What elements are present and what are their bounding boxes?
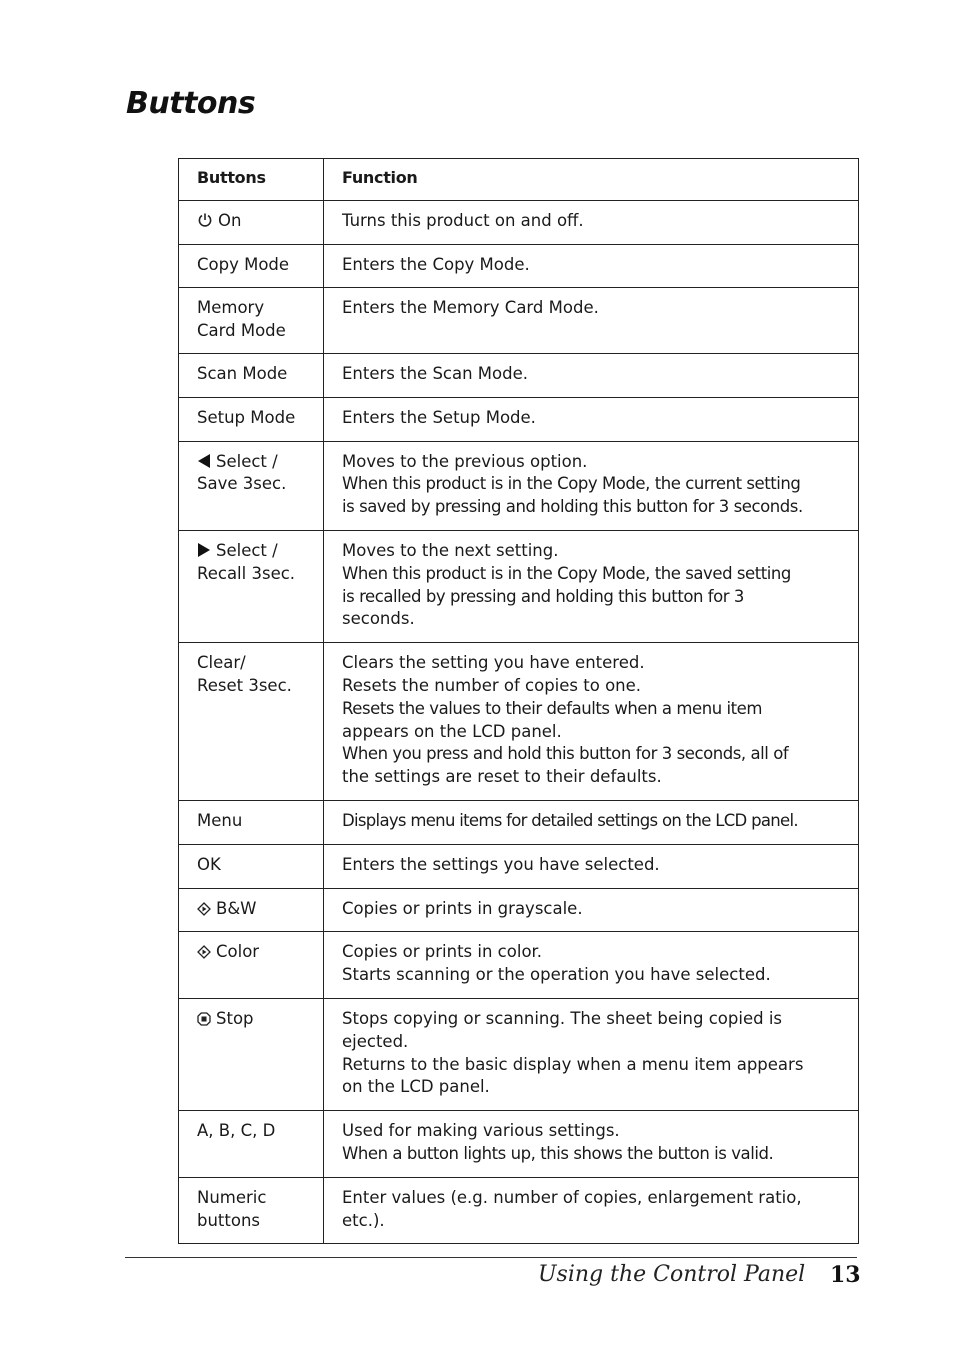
button-name: OK	[197, 854, 221, 874]
function-text: is saved by pressing and holding this button for 3 seconds.	[342, 497, 803, 517]
button-cell	[179, 844, 324, 888]
function-text: on the LCD panel.	[342, 1077, 490, 1097]
column-header-function: Function	[324, 159, 859, 201]
function-cell	[324, 1111, 859, 1178]
button-name: Select /	[216, 540, 278, 560]
function-text: Turns this product on and off.	[342, 210, 584, 230]
button-cell	[179, 353, 324, 397]
button-cell	[179, 800, 324, 844]
table-row	[179, 888, 859, 932]
button-name: Menu	[197, 810, 243, 830]
function-text: Resets the number of copies to one.	[342, 675, 642, 695]
table-row	[179, 932, 859, 999]
function-cell	[324, 244, 859, 288]
start-diamond-icon	[197, 902, 211, 916]
function-text: Displays menu items for detailed settings on the LCD panel.	[342, 810, 798, 830]
function-cell	[324, 844, 859, 888]
right-triangle-icon	[197, 542, 211, 558]
button-cell	[179, 888, 324, 932]
start-diamond-icon	[197, 945, 211, 959]
table-row	[179, 244, 859, 288]
table-row	[179, 200, 859, 244]
function-text: etc.).	[342, 1210, 385, 1230]
function-text: Clears the setting you have entered.	[342, 653, 645, 673]
button-name: Recall 3sec.	[197, 563, 296, 583]
button-name: Save 3sec.	[197, 474, 287, 494]
button-cell	[179, 1111, 324, 1178]
function-cell	[324, 288, 859, 354]
button-cell	[179, 244, 324, 288]
table-row	[179, 397, 859, 441]
function-text: Enters the Copy Mode.	[342, 254, 530, 274]
page-title: Buttons	[126, 86, 256, 121]
function-text: Enters the Setup Mode.	[342, 407, 536, 427]
page-number: 13	[830, 1262, 861, 1288]
table-header-row	[179, 159, 859, 201]
button-name: Reset 3sec.	[197, 675, 292, 695]
buttons-table	[178, 158, 859, 1244]
button-name: Color	[216, 942, 260, 962]
function-text: Copies or prints in grayscale.	[342, 898, 583, 918]
function-cell	[324, 932, 859, 999]
table-row	[179, 844, 859, 888]
button-cell	[179, 643, 324, 801]
left-triangle-icon	[197, 453, 211, 469]
button-cell	[179, 530, 324, 642]
function-text: seconds.	[342, 609, 415, 629]
function-text: Enter values (e.g. number of copies, enlargement ratio,	[342, 1187, 802, 1207]
function-cell	[324, 998, 859, 1110]
table-row	[179, 288, 859, 354]
function-text: ejected.	[342, 1031, 409, 1051]
button-name: Copy Mode	[197, 254, 290, 274]
function-text: Used for making various settings.	[342, 1121, 620, 1141]
button-name: Setup Mode	[197, 407, 296, 427]
function-cell	[324, 800, 859, 844]
table-row	[179, 353, 859, 397]
button-name: Clear/	[197, 653, 246, 673]
button-cell	[179, 1177, 324, 1244]
function-cell	[324, 530, 859, 642]
footer-divider	[125, 1257, 857, 1258]
function-text: When this product is in the Copy Mode, the saved setting	[342, 563, 791, 583]
button-cell	[179, 200, 324, 244]
function-text: Enters the settings you have selected.	[342, 854, 660, 874]
button-name: B&W	[216, 898, 257, 918]
function-cell	[324, 441, 859, 530]
function-cell	[324, 643, 859, 801]
button-cell	[179, 998, 324, 1110]
function-text: When you press and hold this button for 3 seconds, all of	[342, 744, 789, 764]
button-name: Card Mode	[197, 321, 286, 341]
stop-icon	[197, 1012, 211, 1026]
function-text: is recalled by pressing and holding this button for 3	[342, 586, 744, 606]
button-name: Select /	[216, 451, 278, 471]
table-row	[179, 530, 859, 642]
function-text: the settings are reset to their defaults.	[342, 767, 662, 787]
column-header-buttons: Buttons	[179, 159, 324, 201]
table-row	[179, 998, 859, 1110]
function-text: Resets the values to their defaults when a menu item	[342, 698, 762, 718]
function-cell	[324, 353, 859, 397]
function-text: appears on the LCD panel.	[342, 721, 562, 741]
table-row	[179, 1177, 859, 1244]
function-cell	[324, 397, 859, 441]
function-text: Starts scanning or the operation you have selected.	[342, 965, 771, 985]
function-cell	[324, 200, 859, 244]
button-cell	[179, 932, 324, 999]
button-name: buttons	[197, 1210, 261, 1230]
function-text: Returns to the basic display when a menu item appears	[342, 1054, 804, 1074]
function-text: Moves to the previous option.	[342, 451, 588, 471]
power-icon	[197, 212, 213, 228]
function-text: Stops copying or scanning. The sheet being copied is	[342, 1008, 783, 1028]
table-row	[179, 1111, 859, 1178]
function-text: Enters the Memory Card Mode.	[342, 298, 599, 318]
table-row	[179, 441, 859, 530]
function-text: When this product is in the Copy Mode, the current setting	[342, 474, 801, 494]
button-name: Memory	[197, 298, 265, 318]
button-name: Numeric	[197, 1187, 267, 1207]
button-name: Scan Mode	[197, 363, 288, 383]
table-row	[179, 643, 859, 801]
function-text: Enters the Scan Mode.	[342, 363, 529, 383]
button-name: A, B, C, D	[197, 1121, 276, 1141]
function-cell	[324, 888, 859, 932]
function-text: Copies or prints in color.	[342, 942, 543, 962]
button-cell	[179, 441, 324, 530]
function-text: When a button lights up, this shows the button is valid.	[342, 1143, 774, 1163]
button-cell	[179, 288, 324, 354]
function-cell	[324, 1177, 859, 1244]
button-cell	[179, 397, 324, 441]
button-name: On	[218, 210, 242, 230]
function-text: Moves to the next setting.	[342, 540, 559, 560]
button-name: Stop	[216, 1008, 254, 1028]
table-row	[179, 800, 859, 844]
footer-section-title: Using the Control Panel	[538, 1262, 806, 1287]
